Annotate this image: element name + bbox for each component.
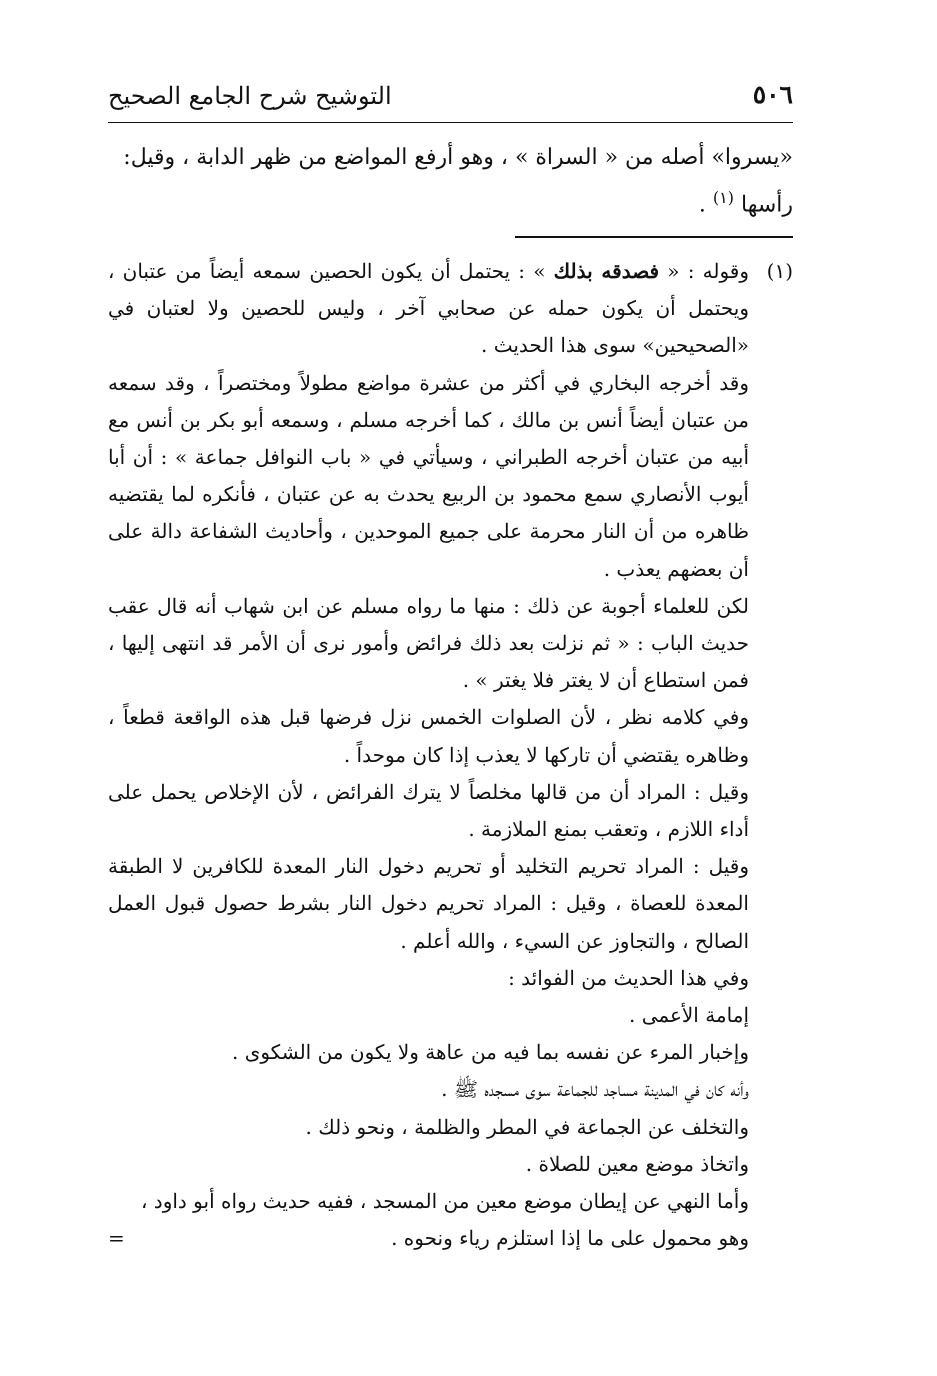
footnote-intro: وقوله : « (667, 259, 749, 283)
main-text-end: . (698, 192, 706, 218)
benefit-item: وإخبار المرء عن نفسه بما فيه من عاهة ولا يكون من الشكوى . (231, 1040, 749, 1065)
footnote-paragraph: وقد أخرجه البخاري في أكثر من عشرة مواضع مطولاً ومختصراً ، وقد سمعه من عتبان أيضاً أنس بن مالك ، كما أخرجه مسلم ، وسمعه أبو بكر بن أنس مع أبيه من عتبان أخرجه الطبراني ، وسيأتي في « باب النوافل جماعة » : أن أبا أيوب الأنصاري سمع محمود بن الربيع يحدث به عن عتبان ، فأنكره لما يقتضيه ظاهره من أن النار محرمة على جميع الموحدين ، وأحاديث الشفاعة دالة على أن بعضهم يعذب . (108, 370, 749, 581)
footnotes-section (108, 253, 793, 1257)
main-text-word: رأسها (740, 192, 793, 218)
main-text-line (108, 178, 793, 225)
footnote-reference: (١) (712, 188, 734, 207)
page-number: ٥٠٦ (752, 80, 793, 109)
footnote-separator (515, 236, 793, 238)
closing-line: وهو محمول على ما إذا استلزم رياء ونحوه . (391, 1226, 749, 1251)
footnote-number: (١) (766, 259, 793, 283)
footnote-paragraph: وقيل : المراد تحريم التخليد أو تحريم دخول النار المعدة للكافرين لا الطبقة المعدة للعصاة ، وقيل : المراد تحريم دخول النار بشرط حصول قبول العمل الصالح ، والتجاوز عن السيء ، والله أعلم . (108, 854, 749, 953)
benefit-item: والتخلف عن الجماعة في المطر والظلمة ، ونحو ذلك . (305, 1114, 749, 1139)
closing-line-wrap (108, 1220, 793, 1257)
benefit-item: وأنه كان في المدينة مساجد للجماعة سوى مسجده ﷺ . (441, 1077, 749, 1102)
footnote-text: » : يحتمل أن يكون الحصين سمعه أيضاً من عتبان ، ويحتمل أن يكون حمله عن صحابي آخر ، وليس للحصين ولا لعتبان في «الصحيحين» سوى هذا الحديث . (108, 259, 749, 358)
continuation-mark: = (108, 1226, 125, 1251)
benefit-item: واتخاذ موضع معين للصلاة . (525, 1151, 749, 1176)
main-text-line: «يسروا» أصله من « السراة » ، وهو أرفع المواضع من ظهر الدابة ، وقيل: (123, 145, 793, 170)
benefit-item: إمامة الأعمى . (629, 1003, 749, 1028)
benefits-heading: وفي هذا الحديث من الفوائد : (508, 965, 749, 990)
running-title: التوشيح شرح الجامع الصحيح (108, 82, 392, 110)
closing-line: وأما النهي عن إيطان موضع معين من المسجد ، ففيه حديث رواه أبو داود ، (140, 1189, 749, 1214)
page-header (108, 80, 793, 120)
footnote-paragraph: وقيل : المراد أن من قالها مخلصاً لا يترك الفرائض ، لأن الإخلاص يحمل على أداء اللازم ، وتعقب بمنع الملازمة . (108, 779, 749, 842)
footnote-quote: فصدقه بذلك (553, 259, 660, 283)
header-rule (108, 122, 793, 123)
footnote-paragraph: لكن للعلماء أجوبة عن ذلك : منها ما رواه مسلم عن ابن شهاب أنه قال عقب حديث الباب : « ثم نزلت بعد ذلك فرائض وأمور نرى أن الأمر قد انتهى إليها ، فمن استطاع أن لا يغتر فلا يغتر » . (108, 593, 749, 693)
main-text (108, 138, 793, 225)
footnote-paragraph: وفي كلامه نظر ، لأن الصلوات الخمس نزل فرضها قبل هذه الواقعة قطعاً ، وظاهره يقتضي أن تاركها لا يعذب إذا كان موحداً . (108, 705, 749, 767)
footnote-paragraph (108, 253, 793, 365)
